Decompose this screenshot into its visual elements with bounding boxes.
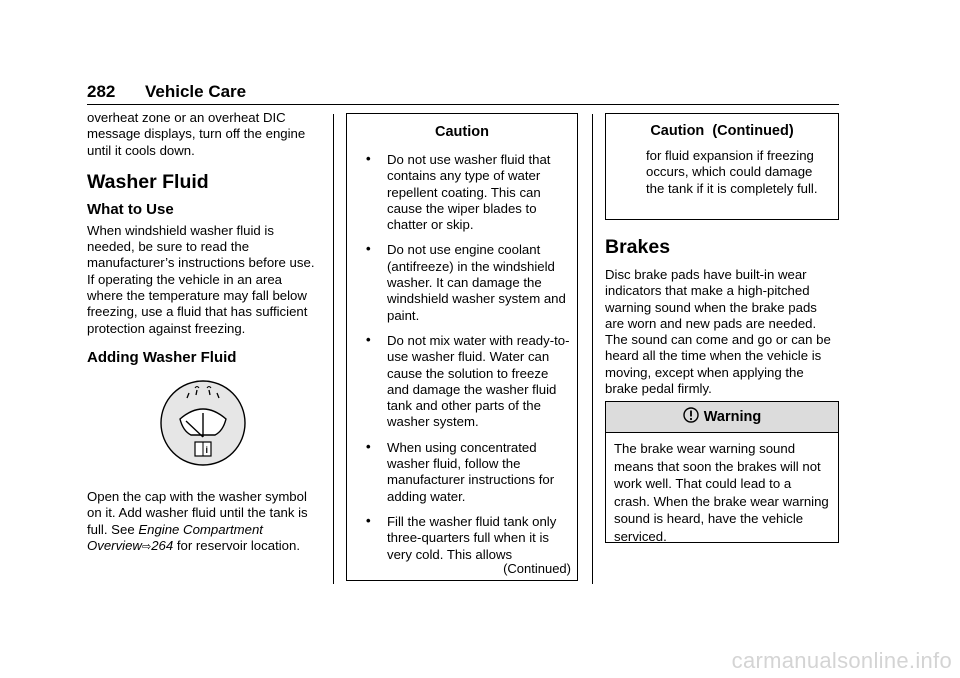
washer-fluid-title: Washer Fluid — [87, 170, 209, 193]
adding-washer-fluid-heading: Adding Washer Fluid — [87, 348, 237, 366]
what-to-use-paragraph: When windshield washer fluid is needed, be sure to read the manufacturer’s instructions before use. If operating the vehicle in an area where the temperature may fall below freezing, use a fluid that has sufficient protection against freezing. — [87, 222, 315, 336]
caution-item-text: When using concentrated washer fluid, follow the manufacturer instructions for adding water. — [387, 439, 555, 504]
list-item — [347, 152, 571, 233]
page-ref-number[interactable]: 264 — [151, 537, 174, 553]
caution-title: Caution — [435, 124, 489, 140]
caution-item-text: Do not mix water with ready-to-use washer fluid. Water can cause the solution to freeze and damage the washer fluid tank and other parts of the washer system. — [387, 332, 570, 430]
bullet-dot: • — [366, 512, 371, 528]
adding-paragraph — [87, 489, 319, 555]
column-washer-fluid — [87, 110, 319, 555]
list-item — [347, 514, 571, 563]
column-divider-right — [592, 114, 593, 584]
caution-item-text: Do not use engine coolant (antifreeze) in the windshield washer. It can damage the windshield washer system and paint. — [387, 242, 566, 323]
washer-fluid-icon — [159, 379, 247, 467]
warning-icon — [683, 407, 699, 427]
bullet-dot: • — [366, 331, 371, 347]
continued-label: (Continued) — [503, 560, 571, 576]
caution-item-text: Fill the washer fluid tank only three-quarters full when it is very cold. This allows — [387, 513, 557, 562]
page-ref-arrow: ⇨ — [141, 540, 152, 553]
caution-item-text: Do not use washer fluid that contains any type of water repellent coating. This can cause the wiper blades to chatter or skip. — [387, 152, 551, 233]
caution-box — [346, 113, 578, 581]
warning-title: Warning — [703, 408, 762, 425]
adding-text-end: for reservoir location. — [173, 537, 300, 553]
caution-continued-text: for fluid expansion if freezing occurs, which could damage the tank if it is completely full. — [646, 148, 818, 196]
what-to-use-heading: What to Use — [87, 200, 174, 218]
warning-header — [606, 402, 838, 433]
svg-text:i: i — [205, 444, 209, 455]
caution-continued-box — [605, 113, 839, 220]
engine-compartment-link[interactable]: Engine Compartment Overview — [87, 521, 263, 553]
section-title: Vehicle Care — [145, 82, 247, 101]
brakes-section — [605, 235, 839, 397]
washer-symbol-figure — [87, 377, 319, 489]
list-item — [347, 440, 571, 505]
column-divider-left — [333, 114, 334, 584]
intro-paragraph: overheat zone or an overheat DIC message displays, turn off the engine until it cools down. — [87, 110, 306, 158]
page-number: 282 — [87, 82, 116, 101]
header-rule — [87, 104, 839, 105]
adding-text: Open the cap with the washer symbol on it. Add washer fluid until the tank is full. See — [87, 488, 308, 537]
bullet-dot: • — [366, 241, 371, 257]
warning-box — [605, 401, 839, 543]
caution-list — [347, 152, 577, 563]
bullet-dot: • — [366, 151, 371, 166]
brakes-title: Brakes — [605, 236, 671, 258]
watermark: carmanualsonline.info — [731, 648, 952, 673]
list-item — [347, 333, 571, 431]
warning-text: The brake wear warning sound means that soon the brakes will not work well. That could lead to a crash. When the brake wear warning sound is heard, have the vehicle serviced. — [614, 441, 829, 544]
list-item — [347, 242, 571, 323]
page-header — [87, 80, 839, 102]
bullet-dot: • — [366, 438, 371, 454]
brakes-paragraph: Disc brake pads have built-in wear indicators that make a high-pitched warning sound when the brake pads are worn and new pads are needed. The sound can come and go or can be heard all the time when the vehicle is moving, except when applying the brake pedal firmly. — [605, 267, 831, 397]
caution-continued-title: Caution (Continued) — [650, 123, 794, 139]
